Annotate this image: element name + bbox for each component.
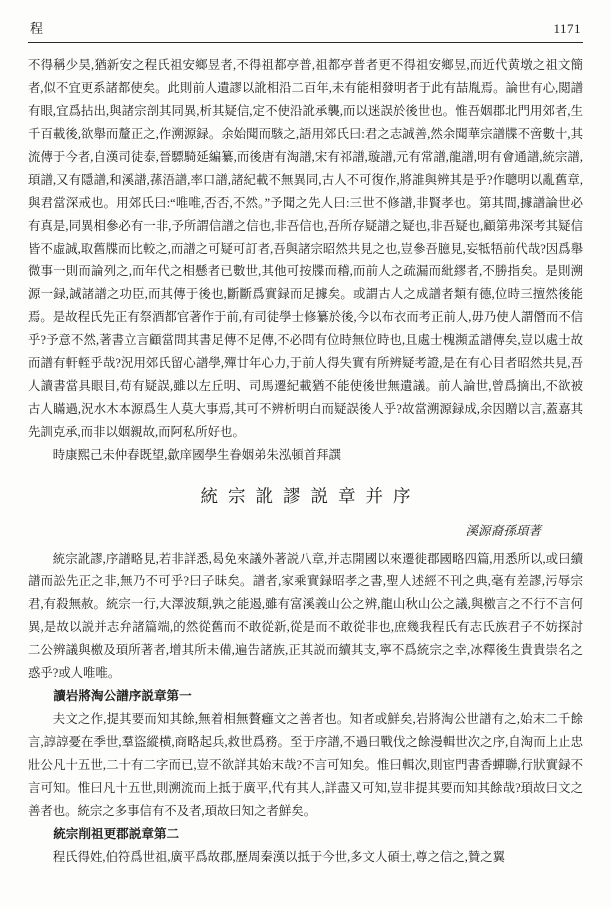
section-intro-paragraph: 統宗訛謬,序譜略見,若非詳悉,曷免來議外著説八章,并志開國以來遷徙郡國略四篇,用悉所以,或曰續譜而訟先正之非,無乃不可乎?曰子昧矣。譜者,家乘實録昭孝之書,聖人述經不刊之典,毫有差謬,污辱宗君,有殺無赦。統宗一行,大澤波頽,孰之能遏,雖有富溪義山公之辨,龍山秋山公之議,與檄言之不行不言何異,是故以説并志弁諸篇端,的然從舊而不敢從新,從是而不敢從非也,庶幾我程氏有志氏族君子不妨探討二公辨議與檄及頊所著者,增其所未備,遍告諸族,正其説而續其支,寧不爲統宗之幸,冰釋後生貴貴崇名之惑乎?或人唯唯。 (28, 551, 583, 681)
opening-paragraph: 不得稱少昊,猶新安之程氏祖安鄉昱者,不得祖都亭普,祖都亭普者更不得祖安鄉昱,而近代黄墩之祖文簡者,似不宜更系諸都使矣。此則前人遺謬以訛相沿二百年,未有能相發明者于此有喆胤焉。論世有心,閲譜有眼,宜爲拈出,與諸宗剖其同異,析其疑信,定不使沿訛承襲,而以迷誤於後世也。惟吾姻郡北門用郊者,生千百載後,欲舉而釐正之,作溯源録。余始聞而駭之,語用郊氏曰:君之志誠善,然余聞華宗譜牒不啻數十,其流傳于今者,自漢司徒泰,晉驃騎延編纂,而後唐有淘譜,宋有祁譜,璇譜,元有常譜,龍譜,明有會通譜,統宗譜,頊譜,又有隱譜,和溪譜,蓀浯譜,率口譜,諸紀載不無異同,古人不可復作,將誰與辨其是乎?作聰明以亂舊章,與君當深戒也。用郊氏曰:“唯唯,否否,不然。”予聞之先人曰:三世不修譜,非賢孝也。第其間,據譜論世必有真是,同異相參必有一非,予所謂信譜之信也,非吾信也,吾所存疑譜之疑也,非吾疑也,顧第弗深考其疑信皆不虛誠,取舊牒而比較之,而譜之可疑可訂者,吾與諸宗昭然共見之也,豈參吾臆見,妄牴牾前代哉?因爲舉微事一則而論列之,而年代之相懸者已數世,其他可按牒而稽,而前人之疏漏而紕繆者,不勝指矣。是則溯源一録,誠諸譜之功臣,而其傳于後也,斷斷爲實録而足據矣。或謂古人之成譜者類有德,位時三擅然後能焉。是故程氏先正有祭酒都官著作于前,有司徒學士修纂於後,今以布衣而考正前人,毋乃使人謂僭而不信乎?予意不然,著書立言顧當問其書足傳不足傳,不必問有位時無位時也,且處士槐瀕孟譜傳矣,豈以處士故而譜有軒輊乎哉?況用郊氏留心譜學,殫廿年心力,于前人得失實有所辨疑考證,是在有心目者昭然共見,吾人讀書當具眼目,苟有疑誤,雖以左丘明、司馬遷紀載猶不能使後世無遺議。前人論世,曾爲摘出,不欲被古人瞞過,況水木本源爲生人莫大事焉,其可不辨析明白而疑誤後人乎?故當溯源録成,余因贈以言,蓋嘉其先訓克承,而非以姻親故,而阿私所好也。 (28, 58, 583, 439)
page-header (28, 16, 583, 43)
chapter-heading-2: 統宗削祖更郡説章第二 (53, 827, 180, 842)
chapter-paragraph-1: 夫文之作,提其要而知其餘,無着相無贅癰文之善者也。知者或鮮矣,岩將淘公世譜有之,始末二千餘言,諄諄憂在季世,羣盜縱横,商略起兵,救世爲務。至于序譜,不過曰戰伐之餘漫輯世次之序,自淘而上止忠壯公凡十五世,二十有二字而已,豈不欲詳其始末哉?不言可知矣。惟曰輯次,則宦門書香蟬聯,行狀實録不言可知。惟曰凡十五世,則溯流而上抵于廣平,代有其人,詳盡又可知,豈非提其要而知其餘哉?頊故曰文之善者也。統宗之多事信有不及者,頊故曰知之者鮮矣。 (28, 712, 583, 819)
author-byline: 溪源裔孫頊著 (465, 524, 541, 539)
page-body (28, 54, 583, 869)
section-title: 統宗訛謬説章并序 (200, 485, 421, 506)
running-title: 程 (30, 21, 44, 36)
chapter-heading-1: 讀岩將淘公譜序説章第一 (53, 689, 192, 704)
signature-line: 時康熙己未仲春既望,歙庠國學生眷姻弟朱泓頓首拜譔 (52, 447, 341, 462)
chapter-paragraph-2: 程氏得姓,伯符爲世祖,廣平爲故郡,歷周秦漢以抵于今世,多文人碩士,尊之信之,贊之翼 (52, 850, 506, 865)
page-number: 1171 (553, 21, 581, 36)
